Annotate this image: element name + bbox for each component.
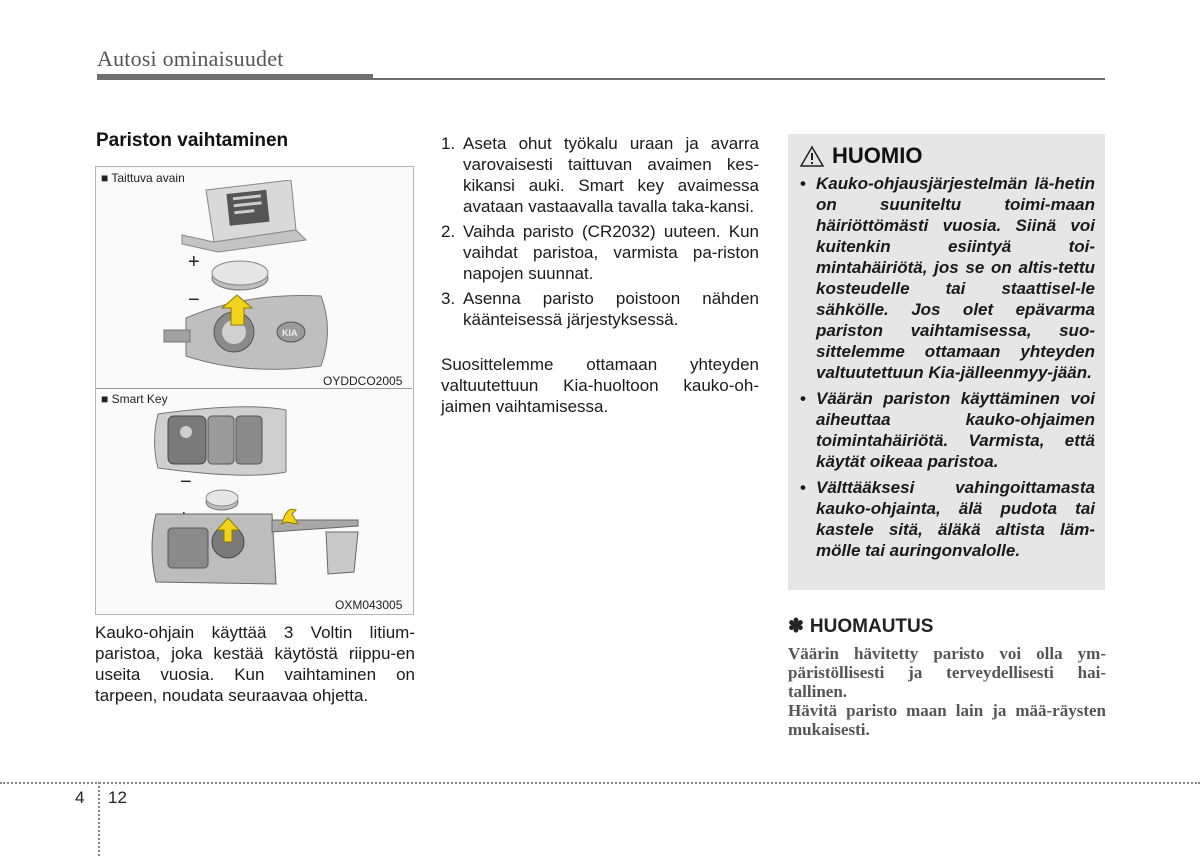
footer-dotted-divider xyxy=(98,782,100,856)
chapter-number: 4 xyxy=(75,788,85,807)
minus-sign-bottom: − xyxy=(180,471,192,493)
caution-item: • Kauko-ohjausjärjestelmän lä-hetin on suuniteltu toimi-maan häiriöttömästi vuosia. Siinä voi kuitenkin esiintyä toi-mintahäiriötä, jos se on altis-tettu kosteudelle tai staattisel-le sähkölle. Jos olet epävarma pariston vaihtamisessa, suo-sittelemme ottamaan yhteyden valtuutettuun Kia-jälleenmyy-jään. xyxy=(800,174,1095,382)
caution-list xyxy=(798,173,1095,566)
step-item: 1. Aseta ohut työkalu uraan ja avarra varovaisesti taittuvan avaimen kes-kikansi auki. Smart key avaimessa avataan vastaavalla tavalla taka-kansi. xyxy=(441,134,759,216)
minus-sign-top: − xyxy=(188,289,200,311)
running-header: Autosi ominaisuudet xyxy=(97,46,284,71)
figure-label-smart-key: ■ Smart Key xyxy=(101,392,168,406)
figure-divider xyxy=(96,388,412,389)
folding-key-illustration xyxy=(96,180,412,380)
kia-logo-top: KIA xyxy=(282,328,298,338)
intro-paragraph: Kauko-ohjain käyttää 3 Voltin litium-paristoa, joka kestää käytöstä riippu-en useita vuosia. Kun vaihtaminen on tarpeen, noudata seuraavaa ohjetta. xyxy=(95,623,415,705)
figure-label-folding-key: ■ Taittuva avain xyxy=(101,171,185,185)
instruction-steps xyxy=(441,133,759,334)
figure-code-bottom: OXM043005 xyxy=(335,598,403,612)
curved-arrow-icon xyxy=(282,509,298,524)
section-heading: Pariston vaihtaminen xyxy=(96,130,289,151)
figure-code-top: OYDDCO2005 xyxy=(323,374,403,388)
step-item: 3. Asenna paristo poistoon nähden käänteisessä järjestyksessä. xyxy=(441,289,759,329)
note-heading xyxy=(788,615,933,638)
note-text xyxy=(788,644,1106,739)
step-item: 2. Vaihda paristo (CR2032) uuteen. Kun vaihdat paristoa, varmista pa-riston napojen suunnat. xyxy=(441,222,759,283)
asterisk-icon: ✽ xyxy=(788,616,804,637)
header-rule-thin xyxy=(373,78,1105,80)
note-text-1: Väärin hävitetty paristo voi olla ym-päristöllisesti ja terveydellisesti hai-tallinen. xyxy=(788,644,1106,701)
recommendation-paragraph: Suosittelemme ottamaan yhteyden valtuutettuun Kia-huoltoon kauko-oh-jaimen vaihtamisessa. xyxy=(441,355,759,416)
warning-triangle-icon xyxy=(800,145,824,167)
footer-dotted-rule xyxy=(0,782,1200,784)
caution-heading xyxy=(800,143,922,169)
plus-sign-top: + xyxy=(188,251,200,273)
page-number: 12 xyxy=(108,788,127,807)
header-rule-thick xyxy=(97,74,373,80)
caution-title: HUOMIO xyxy=(832,143,923,168)
caution-item: • Väärän pariston käyttäminen voi aiheuttaa kauko-ohjaimen toimintahäiriötä. Varmista, että käytät oikeaa paristoa. xyxy=(800,389,1095,471)
smart-key-illustration xyxy=(96,402,412,592)
caution-item: • Välttääksesi vahingoittamasta kauko-ohjainta, älä pudota tai kastele sitä, äläkä altista läm-mölle tai auringonvalolle. xyxy=(800,478,1095,560)
note-text-2: Hävitä paristo maan lain ja mää-räysten mukaisesti. xyxy=(788,701,1106,739)
note-title: HUOMAUTUS xyxy=(809,615,934,637)
